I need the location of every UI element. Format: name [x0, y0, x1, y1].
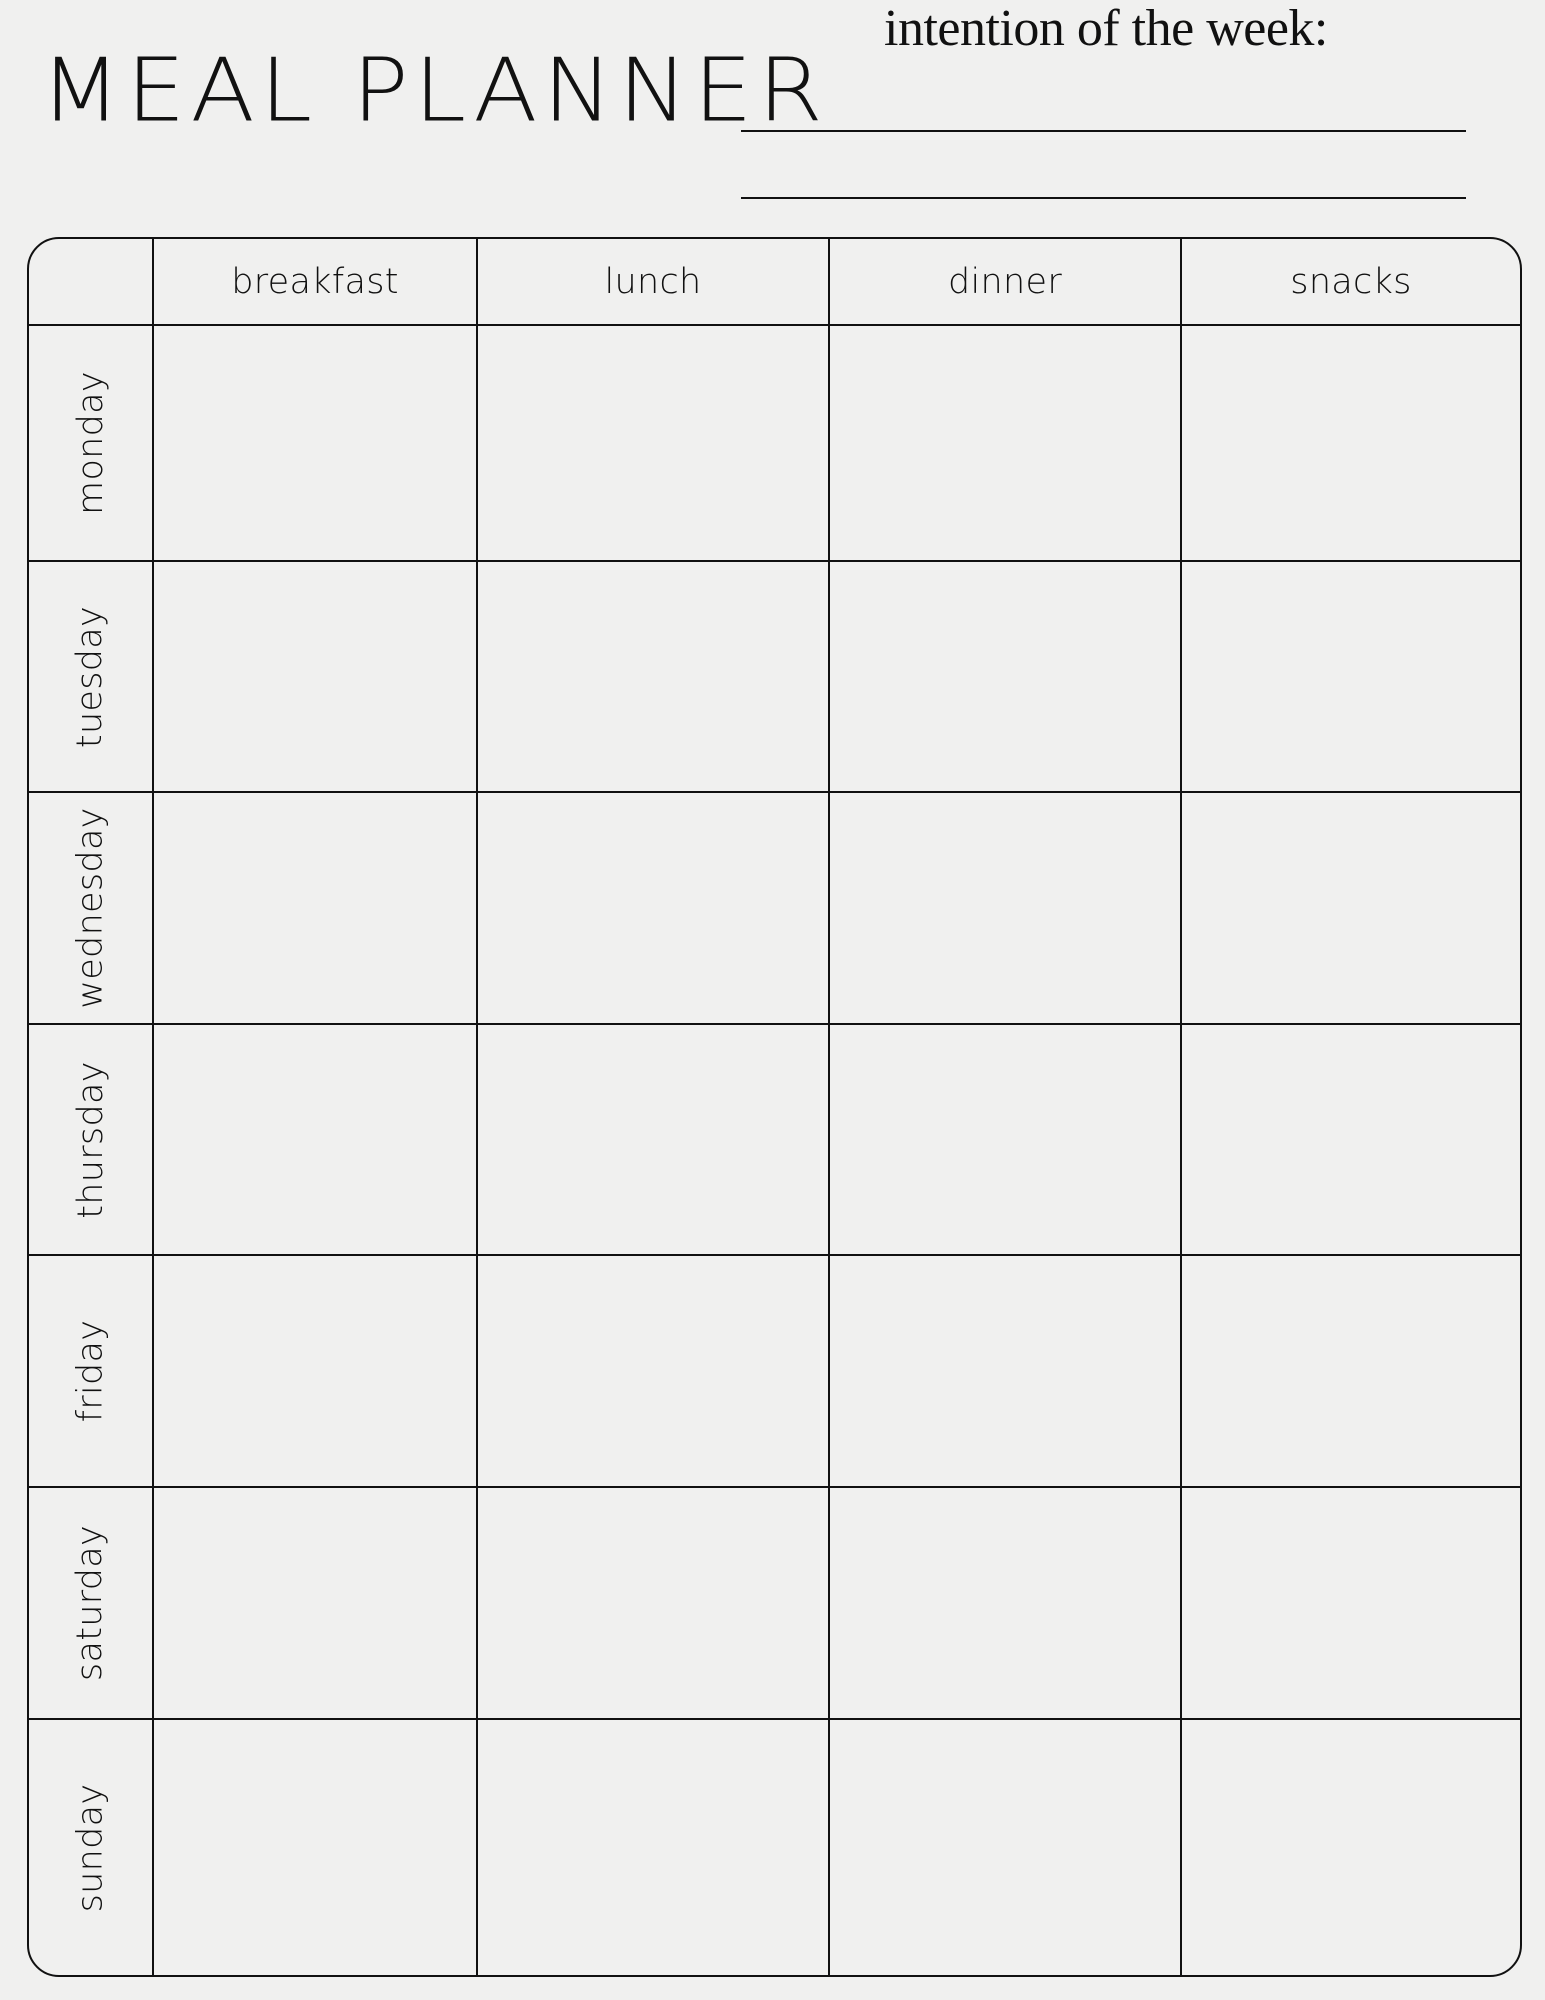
saturday-breakfast-cell[interactable]: [154, 1488, 478, 1720]
tuesday-lunch-cell[interactable]: [478, 562, 830, 793]
sunday-lunch-cell[interactable]: [478, 1720, 830, 1975]
column-header-snacks: snacks: [1182, 239, 1520, 326]
row-header-monday: monday: [29, 326, 154, 562]
friday-snacks-cell[interactable]: [1182, 1256, 1520, 1488]
column-header-breakfast: breakfast: [154, 239, 478, 326]
intention-write-line-1[interactable]: [741, 130, 1466, 132]
row-header-wednesday: wednesday: [29, 793, 154, 1025]
meal-planner-table: [27, 237, 1522, 1977]
corner-cell: [29, 239, 154, 326]
monday-breakfast-cell[interactable]: [154, 326, 478, 562]
wednesday-breakfast-cell[interactable]: [154, 793, 478, 1025]
row-header-sunday: sunday: [29, 1720, 154, 1975]
tuesday-snacks-cell[interactable]: [1182, 562, 1520, 793]
wednesday-snacks-cell[interactable]: [1182, 793, 1520, 1025]
row-header-tuesday: tuesday: [29, 562, 154, 793]
monday-lunch-cell[interactable]: [478, 326, 830, 562]
monday-dinner-cell[interactable]: [830, 326, 1182, 562]
friday-breakfast-cell[interactable]: [154, 1256, 478, 1488]
sunday-breakfast-cell[interactable]: [154, 1720, 478, 1975]
thursday-lunch-cell[interactable]: [478, 1025, 830, 1256]
sunday-snacks-cell[interactable]: [1182, 1720, 1520, 1975]
tuesday-dinner-cell[interactable]: [830, 562, 1182, 793]
thursday-dinner-cell[interactable]: [830, 1025, 1182, 1256]
thursday-breakfast-cell[interactable]: [154, 1025, 478, 1256]
saturday-dinner-cell[interactable]: [830, 1488, 1182, 1720]
wednesday-lunch-cell[interactable]: [478, 793, 830, 1025]
row-header-friday: friday: [29, 1256, 154, 1488]
friday-lunch-cell[interactable]: [478, 1256, 830, 1488]
monday-snacks-cell[interactable]: [1182, 326, 1520, 562]
saturday-snacks-cell[interactable]: [1182, 1488, 1520, 1720]
page-title: MEAL PLANNER: [40, 40, 828, 142]
column-header-dinner: dinner: [830, 239, 1182, 326]
thursday-snacks-cell[interactable]: [1182, 1025, 1520, 1256]
intention-label: intention of the week:: [884, 0, 1328, 57]
row-header-thursday: thursday: [29, 1025, 154, 1256]
saturday-lunch-cell[interactable]: [478, 1488, 830, 1720]
sunday-dinner-cell[interactable]: [830, 1720, 1182, 1975]
friday-dinner-cell[interactable]: [830, 1256, 1182, 1488]
tuesday-breakfast-cell[interactable]: [154, 562, 478, 793]
column-header-lunch: lunch: [478, 239, 830, 326]
row-header-saturday: saturday: [29, 1488, 154, 1720]
wednesday-dinner-cell[interactable]: [830, 793, 1182, 1025]
intention-write-line-2[interactable]: [741, 197, 1466, 199]
